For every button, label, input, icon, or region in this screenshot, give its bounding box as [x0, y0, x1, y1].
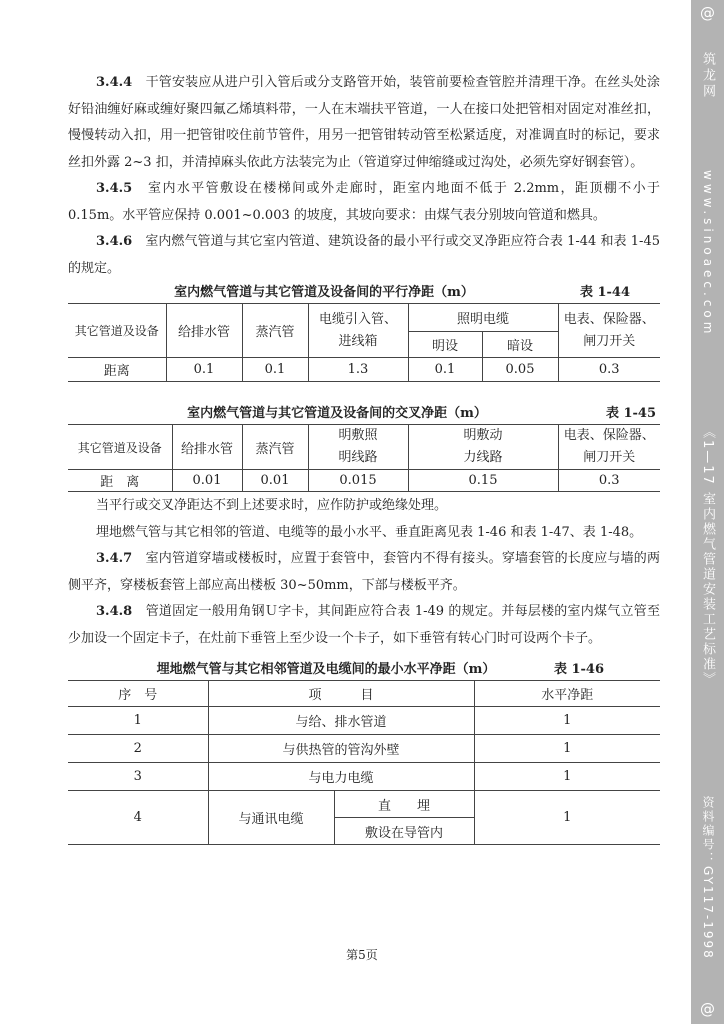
- cell-item: 与通讯电缆: [208, 791, 334, 845]
- paragraph-text: 室内燃气管道与其它室内管道、建筑设备的最小平行或交叉净距应符合表 1-44 和表 1-45 的规定。: [68, 234, 660, 276]
- section-number: 3.4.5: [96, 181, 133, 196]
- cell-value: 0.1: [242, 358, 308, 382]
- cell-distance: 1: [474, 763, 660, 791]
- cell-no: 1: [68, 707, 208, 735]
- paragraph-3-4-8: [68, 599, 660, 652]
- table-number: 表 1-46: [553, 662, 604, 677]
- at-symbol-top: @: [700, 4, 715, 22]
- paragraph-text: 室内水平管敷设在楼梯间或外走廊时，距室内地面不低于 2.2mm，距顶棚不小于 0.15m。水平管应保持 0.001~0.003 的坡度，其坡向要求：由煤气表分别坡向管道和燃具。: [68, 181, 660, 223]
- cell-value: 1.3: [308, 358, 408, 382]
- paragraph-text: 管道固定一般用角钢Ｕ字卡，其间距应符合表 1-49 的规定。并每层楼的室内煤气立管至少加设一个固定卡子，在灶前下垂管上至少设一个卡子，如下垂管有转心门时可设两个卡子。: [68, 604, 660, 646]
- site-name: 筑龙网: [700, 52, 715, 100]
- paragraph-protection: 当平行或交叉净距达不到上述要求时，应作防护或绝缘处理。: [96, 498, 448, 513]
- header-meter-switch: 电表、保险器、 闸刀开关: [558, 304, 660, 358]
- table-1-45: [68, 424, 660, 492]
- header-water-pipe: 给排水管: [172, 425, 242, 470]
- table-1-44-caption: [68, 283, 660, 303]
- cell-distance: 1: [474, 735, 660, 763]
- header-lighting-cable: 照明电缆: [408, 304, 558, 332]
- site-url: www.sinoaec.com: [701, 170, 715, 338]
- cell-item: 与电力电缆: [208, 763, 474, 791]
- cell-value: 0.01: [172, 470, 242, 492]
- cell-no: 2: [68, 735, 208, 763]
- table-row: [68, 763, 660, 791]
- table-row: [68, 735, 660, 763]
- table-1-44: [68, 303, 660, 382]
- header-steam-pipe: 蒸汽管: [242, 304, 308, 358]
- header-other-pipes: 其它管道及设备: [68, 425, 172, 470]
- header-concealed-laying: 暗设: [482, 332, 558, 358]
- cell-distance: 1: [474, 707, 660, 735]
- header-other-pipes: 其它管道及设备: [68, 304, 166, 358]
- paragraph-3-4-4: [68, 70, 660, 176]
- cell-item: 与供热管的管沟外壁: [208, 735, 474, 763]
- cell-value: 0.015: [308, 470, 408, 492]
- paragraph-3-4-7: [68, 546, 660, 599]
- paragraph-buried-pipe: 埋地燃气管与其它相邻的管道、电缆等的最小水平、垂直距离见表 1-46 和表 1-47、表 1-48。: [96, 524, 643, 540]
- section-number: 3.4.8: [96, 604, 133, 619]
- header-cable-entry: 电缆引入管、 进线箱: [308, 304, 408, 358]
- header-lighting-line: 明敷照 明线路: [308, 425, 408, 470]
- cell-value: 0.15: [408, 470, 558, 492]
- table-number: 表 1-44: [579, 285, 630, 300]
- table-row: [68, 707, 660, 735]
- table-1-46: [68, 680, 660, 845]
- at-symbol-bottom: @: [700, 1000, 715, 1018]
- row-label-distance: 距离: [68, 358, 166, 382]
- table-number: 表 1-45: [605, 406, 656, 421]
- cell-value: 0.05: [482, 358, 558, 382]
- cell-value: 0.01: [242, 470, 308, 492]
- header-steam-pipe: 蒸汽管: [242, 425, 308, 470]
- cell-no: 3: [68, 763, 208, 791]
- cell-value: 0.1: [408, 358, 482, 382]
- section-number: 3.4.6: [96, 234, 133, 249]
- paragraph-3-4-5: [68, 176, 660, 229]
- paragraph-text: 干管安装应从进户引入管后或分支路管开始，装管前要检查管腔并清理干净。在丝头处涂好铅油缠好麻或缠好聚四氟乙烯填料带，一人在末端扶平管道，一人在接口处把管相对固定对准丝扣，慢慢转动入扣，用一把管钳咬住前节管件，用另一把管钳转动管至松紧适度，对准调直时的标记，要求丝扣外露 2~3 扣，并清掉麻头依此方法装完为止（管道穿过伸缩缝或过沟处，必须先穿好钢套管）。: [68, 75, 660, 170]
- cell-value: 0.1: [166, 358, 242, 382]
- header-horizontal-distance: 水平净距: [474, 681, 660, 707]
- page-number: 第5页: [346, 948, 378, 962]
- cell-value: 0.3: [558, 470, 660, 492]
- header-meter-switch: 电表、保险器、 闸刀开关: [558, 425, 660, 470]
- paragraph-text: 室内管道穿墙或楼板时，应置于套管中，套管内不得有接头。穿墙套管的长度应与墙的两侧平齐，穿楼板套管上部应高出楼板 30~50mm，下部与楼板平齐。: [68, 551, 660, 593]
- table-title: 室内燃气管道与其它管道及设备间的平行净距（m）: [174, 285, 474, 300]
- cell-distance: 1: [474, 791, 660, 845]
- header-item: 项 目: [208, 681, 474, 707]
- section-number: 3.4.7: [96, 551, 133, 566]
- table-1-46-caption: [68, 660, 660, 680]
- header-open-laying: 明设: [408, 332, 482, 358]
- header-power-line: 明敷动 力线路: [408, 425, 558, 470]
- side-watermark-bar: [691, 0, 724, 1024]
- header-water-pipe: 给排水管: [166, 304, 242, 358]
- table-title: 室内燃气管道与其它管道及设备间的交叉净距（m）: [187, 406, 487, 421]
- row-label-distance: 距 离: [68, 470, 172, 492]
- cell-sub-item: 敷设在导管内: [334, 818, 474, 845]
- paragraph-3-4-6: [68, 229, 660, 282]
- page-content: [68, 70, 660, 845]
- cell-sub-item: 直 埋: [334, 791, 474, 818]
- header-serial-number: 序 号: [68, 681, 208, 707]
- table-row: [68, 791, 660, 818]
- cell-no: 4: [68, 791, 208, 845]
- section-number: 3.4.4: [96, 75, 133, 90]
- document-number: 资料编号：GY117-1998: [701, 796, 715, 960]
- document-title: 《1—17 室内燃气管道安装工艺标准》: [700, 425, 715, 687]
- cell-value: 0.3: [558, 358, 660, 382]
- cell-item: 与给、排水管道: [208, 707, 474, 735]
- table-title: 埋地燃气管与其它相邻管道及电缆间的最小水平净距（m）: [156, 662, 496, 677]
- table-1-45-caption: [68, 404, 660, 424]
